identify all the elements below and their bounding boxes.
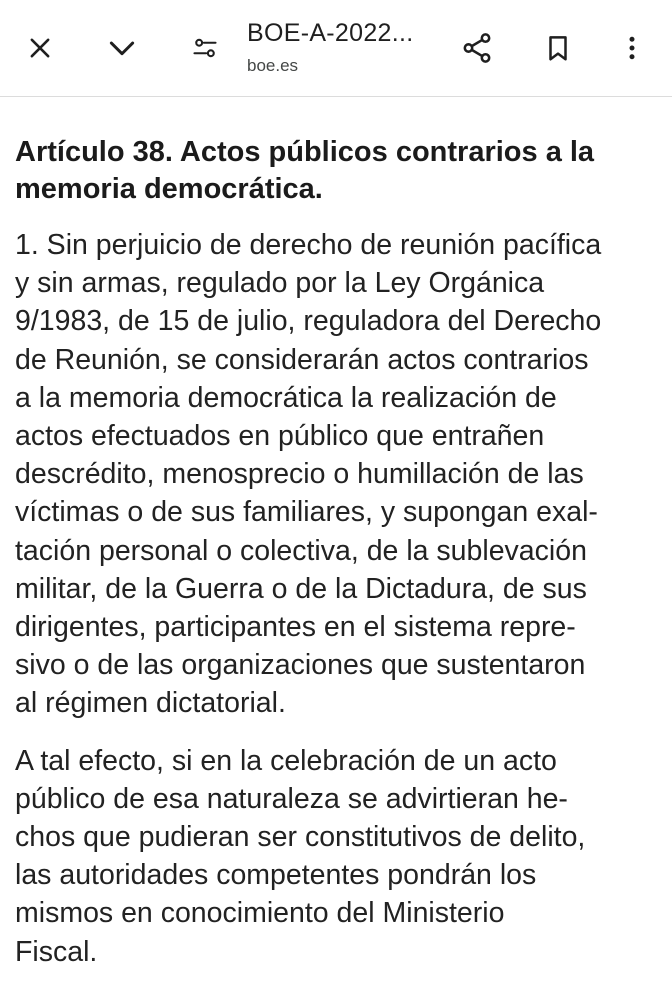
paragraph-line: tación personal o colectiva, de la sublevación: [15, 534, 587, 567]
paragraph-line: actos efectuados en público que entrañen: [15, 420, 545, 453]
bookmark-button[interactable]: [534, 24, 582, 72]
browser-toolbar: [0, 0, 672, 97]
bookmark-icon: [543, 33, 573, 63]
minimize-button[interactable]: [98, 24, 146, 72]
paragraph-line: Fiscal.: [15, 935, 98, 968]
more-options-button[interactable]: [608, 24, 656, 72]
close-icon: [26, 34, 54, 62]
paragraph-line: de Reunión, se considerarán actos contrarios: [15, 343, 589, 376]
paragraph-line: las autoridades competentes pondrán los: [15, 859, 537, 892]
paragraph-line: público de esa naturaleza se advirtieran he-: [15, 782, 568, 815]
paragraph-line: 9/1983, de 15 de julio, reguladora del Derecho: [15, 305, 602, 338]
article-content: [15, 134, 663, 990]
site-settings-button[interactable]: [181, 24, 229, 72]
tune-icon: [191, 34, 219, 62]
paragraph-line: 1. Sin perjuicio de derecho de reunión pacífica: [15, 229, 602, 261]
article-heading: [15, 134, 663, 208]
share-button[interactable]: [453, 24, 501, 72]
paragraph-line: víctimas o de sus familiares, y supongan exal-: [15, 496, 598, 529]
share-icon: [460, 31, 494, 65]
article-heading-line: Artículo 38. Actos públicos contrarios a la: [15, 136, 595, 168]
page-domain: boe.es: [247, 56, 299, 75]
article-paragraph-1: [15, 226, 663, 723]
paragraph-line: militar, de la Guerra o de la Dictadura, de sus: [15, 572, 587, 605]
page-title-block[interactable]: [247, 16, 447, 78]
paragraph-line: dirigentes, participantes en el sistema repre-: [15, 611, 576, 644]
article-heading-line: memoria democrática.: [15, 173, 323, 205]
paragraph-line: descrédito, menosprecio o humillación de las: [15, 458, 584, 491]
paragraph-line: A tal efecto, si en la celebración de un acto: [15, 744, 557, 777]
paragraph-line: sivo o de las organizaciones que sustentaron: [15, 649, 586, 682]
close-button[interactable]: [16, 24, 64, 72]
paragraph-line: y sin armas, regulado por la Ley Orgánica: [15, 267, 545, 300]
chevron-down-icon: [105, 31, 139, 65]
page-title: BOE-A-2022...: [247, 19, 414, 47]
paragraph-line: chos que pudieran ser constitutivos de delito,: [15, 821, 586, 854]
more-vert-icon: [617, 33, 647, 63]
article-paragraph-2: [15, 742, 663, 971]
paragraph-line: al régimen dictatorial.: [15, 687, 286, 720]
paragraph-line: a la memoria democrática la realización de: [15, 381, 557, 414]
paragraph-line: mismos en conocimiento del Ministerio: [15, 897, 505, 930]
